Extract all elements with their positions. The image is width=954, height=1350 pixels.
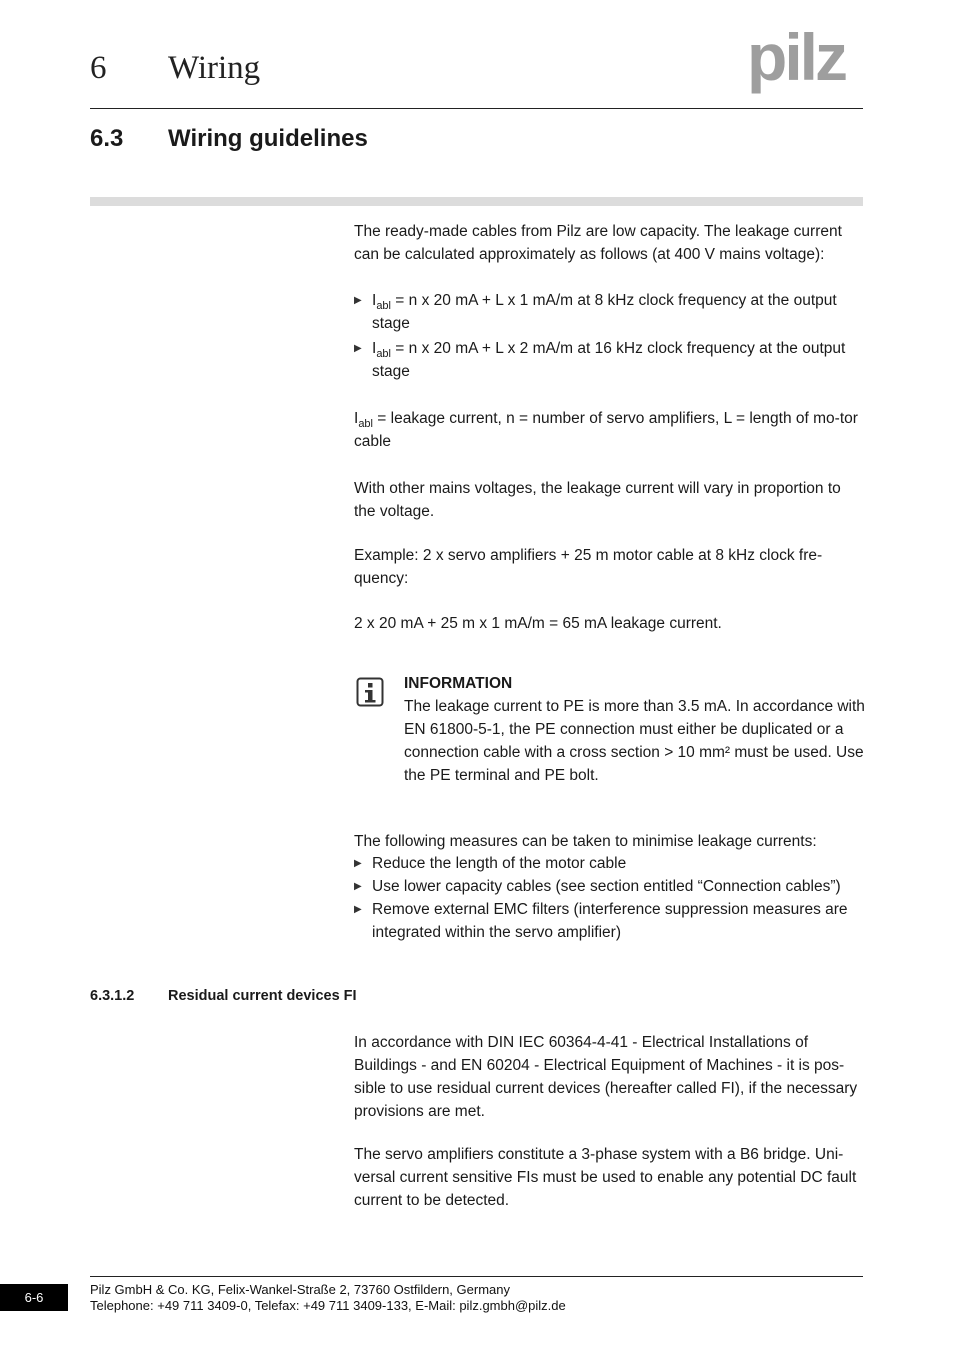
chapter-title: Wiring bbox=[168, 50, 261, 86]
footer-address bbox=[90, 1282, 566, 1314]
subsection-number: 6.3.1.2 bbox=[90, 988, 135, 1004]
example-paragraph: Example: 2 x servo amplifiers + 25 m motor cable at 8 kHz clock fre-quency: bbox=[354, 547, 823, 587]
section-bar bbox=[90, 197, 863, 206]
list-item bbox=[354, 289, 866, 335]
intro-paragraph bbox=[354, 220, 864, 266]
measures-list bbox=[354, 852, 866, 944]
list-item bbox=[354, 875, 866, 898]
measure-text: Remove external EMC filters (interference suppression measures are integrated within the servo amplifier) bbox=[372, 901, 848, 941]
section-title: Wiring guidelines bbox=[168, 125, 368, 152]
measure-text: Reduce the length of the motor cable bbox=[372, 855, 627, 872]
information-icon bbox=[356, 677, 384, 707]
example-result: 2 x 20 mA + 25 m x 1 mA/m = 65 mA leakage current. bbox=[354, 615, 722, 632]
definition-subscript: abl bbox=[358, 418, 373, 430]
list-item bbox=[354, 898, 866, 944]
definition-text: = leakage current, n = number of servo amplifiers, L = length of mo-tor cable bbox=[354, 410, 858, 450]
footer-line-2: Telephone: +49 711 3409-0, Telefax: +49 711 3409-133, E-Mail: pilz.gmbh@pilz.de bbox=[90, 1298, 566, 1313]
bullet-arrow-icon: ▶ bbox=[354, 904, 362, 915]
logo-text: pilz bbox=[747, 26, 845, 94]
footer-divider bbox=[90, 1276, 863, 1277]
fi-paragraph-1: In accordance with DIN IEC 60364-4-41 - Electrical Installations of Buildings - and EN 60204 - Electrical Equipment of Machines - it is pos-sible to use residual current devices (hereafter called FI), if the necessary provisions are met. bbox=[354, 1034, 858, 1120]
intro-text: The ready-made cables from Pilz are low capacity. The leakage current can be calculated approximately as follows (at 400 V mains voltage): bbox=[354, 223, 842, 263]
measures-intro: The following measures can be taken to minimise leakage currents: bbox=[354, 833, 817, 850]
formula-symbol: I bbox=[372, 292, 377, 309]
chapter-number: 6 bbox=[90, 50, 107, 86]
measure-text: Use lower capacity cables (see section entitled “Connection cables”) bbox=[372, 878, 841, 895]
formula-list bbox=[354, 289, 866, 383]
header-divider bbox=[90, 108, 863, 109]
formula-text: = n x 20 mA + L x 1 mA/m at 8 kHz clock frequency at the output stage bbox=[372, 292, 837, 332]
section-number: 6.3 bbox=[90, 125, 124, 152]
formula-symbol: I bbox=[372, 340, 377, 357]
pilz-logo bbox=[747, 26, 867, 98]
definition-paragraph bbox=[354, 407, 864, 453]
subsection-title: Residual current devices FI bbox=[168, 988, 357, 1004]
bullet-arrow-icon: ▶ bbox=[354, 858, 362, 869]
bullet-arrow-icon: ▶ bbox=[354, 295, 362, 306]
information-heading: INFORMATION bbox=[404, 675, 513, 692]
list-item bbox=[354, 852, 866, 875]
bullet-arrow-icon: ▶ bbox=[354, 881, 362, 892]
list-item bbox=[354, 337, 866, 383]
fi-paragraph-2: The servo amplifiers constitute a 3-phase system with a B6 bridge. Uni-versal current sensitive FIs must be used to enable any potential DC fault current to be detected. bbox=[354, 1146, 857, 1209]
formula-subscript: abl bbox=[376, 300, 391, 312]
formula-subscript: abl bbox=[376, 348, 391, 360]
page-number: 6-6 bbox=[0, 1284, 68, 1311]
definition-symbol: I bbox=[354, 410, 359, 427]
information-text: The leakage current to PE is more than 3.5 mA. In accordance with EN 61800-5-1, the PE connection must either be duplicated or a connection cable with a cross section > 10 mm² must be used. Use the PE terminal and PE bolt. bbox=[404, 698, 865, 784]
other-voltages-paragraph: With other mains voltages, the leakage current will vary in proportion to the voltage. bbox=[354, 480, 841, 520]
bullet-arrow-icon: ▶ bbox=[354, 343, 362, 354]
footer-line-1: Pilz GmbH & Co. KG, Felix-Wankel-Straße 2, 73760 Ostfildern, Germany bbox=[90, 1282, 510, 1297]
formula-text: = n x 20 mA + L x 2 mA/m at 16 kHz clock frequency at the output stage bbox=[372, 340, 846, 380]
information-block bbox=[404, 672, 866, 787]
